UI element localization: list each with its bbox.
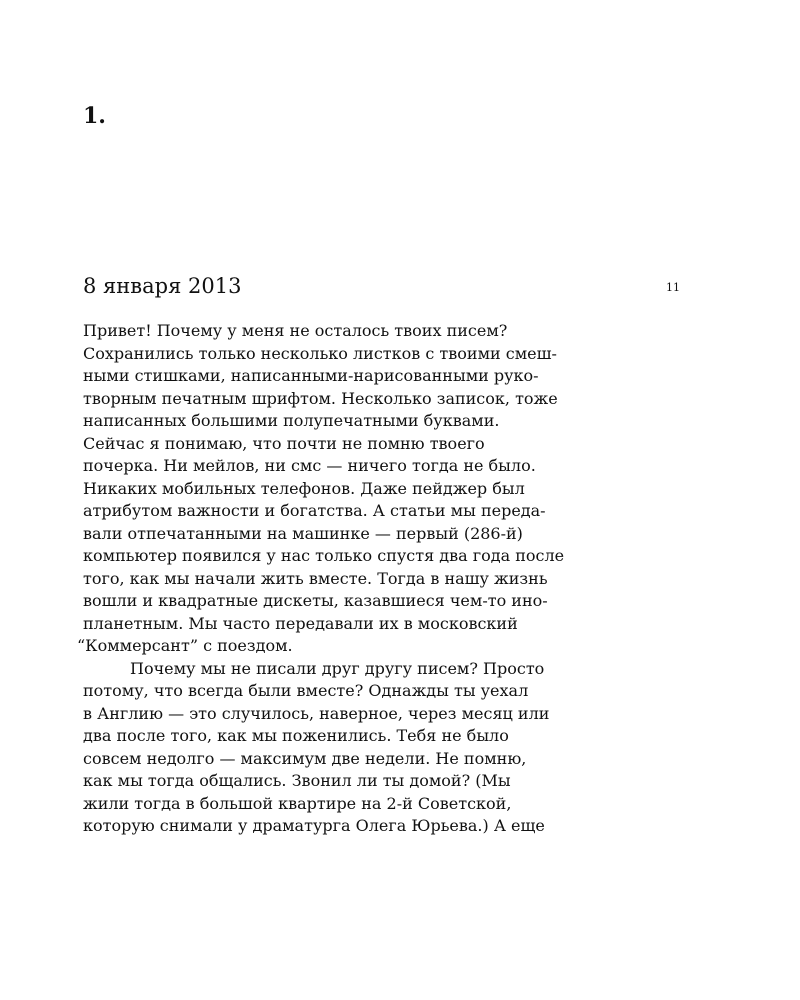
text-line: потому, что всегда были вместе? Однажды ты уехал [83,681,529,700]
entry-date-heading: 8 января 2013 [83,274,242,298]
text-line: которую снимали у драматурга Олега Юрьева.) А еще [83,816,545,835]
text-line: в Англию — это случилось, наверное, через месяц или [83,703,550,723]
text-line: творным печатным шрифтом. Несколько записок, тоже [83,388,558,408]
paragraph-start-line: Почему мы не писали друг другу писем? Просто [130,658,545,678]
text-line: написанных большими полупечатными буквами. [83,411,500,430]
page-number: 11 [666,281,680,294]
text-line: совсем недолго — максимум две недели. Не помню, [83,748,527,768]
text-line: вали отпечатанными на машинке — первый (286-й) [83,523,523,543]
text-line: Никаких мобильных телефонов. Даже пейджер был [83,478,525,498]
text-line: жили тогда в большой квартире на 2-й Советской, [83,793,512,813]
text-line: почерка. Ни мейлов, ни смс — ничего тогда не было. [83,456,536,475]
letter-body [77,320,663,838]
text-line: Сейчас я понимаю, что почти не помню твоего [83,433,485,453]
text-line: Привет! Почему у меня не осталось твоих писем? [83,321,508,340]
text-line: как мы тогда общались. Звонил ли ты домой? (Мы [83,771,511,790]
text-line: компьютер появился у нас только спустя два года после [83,546,565,565]
chapter-number: 1. [83,103,106,129]
text-line: “Коммерсант” с поездом. [77,636,293,655]
text-line: Сохранились только несколько листков с твоими смеш- [83,343,557,363]
text-line: два после того, как мы поженились. Тебя не было [83,726,509,745]
text-line: атрибутом важности и богатства. А статьи мы переда- [83,501,546,520]
text-line: ными стишками, написанными-нарисованными руко- [83,366,539,385]
text-line: того, как мы начали жить вместе. Тогда в нашу жизнь [83,568,548,588]
text-line: вошли и квадратные дискеты, казавшиеся чем-то ино- [83,591,548,610]
text-line: планетным. Мы часто передавали их в московский [83,613,518,633]
